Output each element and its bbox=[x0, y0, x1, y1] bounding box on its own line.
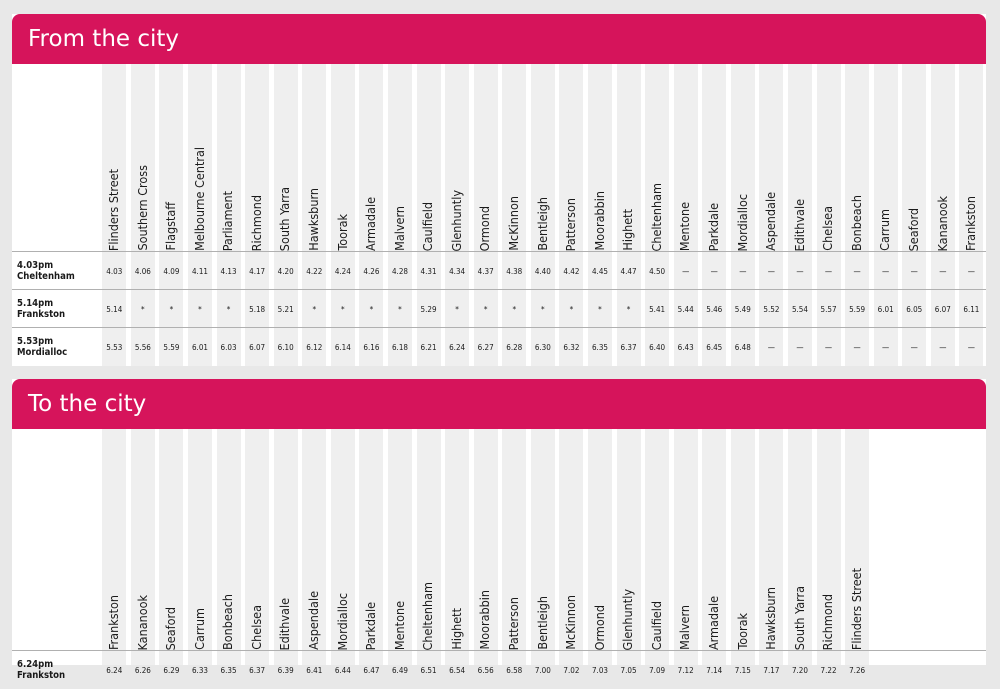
time-cell: — bbox=[853, 342, 861, 352]
stop-header bbox=[529, 64, 558, 251]
time-cell: * bbox=[141, 304, 145, 314]
stop-name: Toorak bbox=[334, 214, 350, 251]
time-cell: 7.02 bbox=[563, 665, 580, 675]
stop-header bbox=[100, 429, 129, 650]
time-cell: 7.05 bbox=[620, 665, 637, 675]
time-cell: 7.20 bbox=[791, 665, 808, 675]
stop-header bbox=[329, 429, 358, 650]
stop-header bbox=[671, 64, 700, 251]
stop-name: Carrum bbox=[191, 608, 207, 650]
stop-name: Flagstaff bbox=[163, 202, 179, 251]
stop-name: Highett bbox=[620, 209, 636, 251]
time-cell: 5.49 bbox=[734, 304, 751, 314]
time-cell: — bbox=[882, 266, 890, 276]
time-cell: 6.33 bbox=[191, 665, 208, 675]
stop-header bbox=[129, 64, 158, 251]
time-cell: * bbox=[512, 304, 517, 314]
time-cell: 6.39 bbox=[277, 665, 294, 675]
stop-name: Edithvale bbox=[791, 198, 807, 251]
stop-name: Bonbeach bbox=[848, 195, 864, 251]
time-cell: 5.56 bbox=[134, 342, 151, 352]
time-cell: 6.51 bbox=[420, 665, 437, 675]
time-cell: * bbox=[226, 304, 231, 314]
stop-header bbox=[786, 429, 815, 650]
time-cell: 7.14 bbox=[706, 665, 723, 675]
time-cell: 6.49 bbox=[391, 665, 408, 675]
stop-name: Bentleigh bbox=[534, 596, 550, 650]
stop-header bbox=[129, 429, 158, 650]
stop-name: Richmond bbox=[820, 593, 836, 650]
time-cell: 6.48 bbox=[734, 342, 751, 352]
stop-header bbox=[586, 64, 615, 251]
stop-name: Caulfield bbox=[420, 201, 436, 251]
time-cell: 6.05 bbox=[906, 304, 923, 314]
time-cell: 5.18 bbox=[249, 304, 266, 314]
stop-name: Flinders Street bbox=[106, 168, 122, 251]
stop-name: Frankston bbox=[963, 196, 979, 251]
stop-name: Ormond bbox=[477, 205, 493, 251]
from-city-panel bbox=[12, 14, 986, 366]
time-cell: 4.42 bbox=[563, 266, 580, 276]
time-cell: — bbox=[882, 342, 890, 352]
stop-header bbox=[471, 429, 500, 650]
stop-name: Aspendale bbox=[306, 591, 322, 650]
stop-header bbox=[643, 429, 672, 650]
stop-name: Richmond bbox=[248, 194, 264, 251]
time-cell: 5.59 bbox=[163, 342, 180, 352]
time-cell: 7.22 bbox=[820, 665, 837, 675]
trip-departure-time: 5.53pm bbox=[17, 336, 54, 347]
time-cell: 6.35 bbox=[220, 665, 237, 675]
trip-departure-time: 4.03pm bbox=[17, 260, 54, 271]
stop-header bbox=[729, 429, 758, 650]
stop-name: Armadale bbox=[363, 196, 379, 251]
time-cell: 6.43 bbox=[677, 342, 694, 352]
time-cell: — bbox=[824, 266, 833, 276]
time-cell: 6.32 bbox=[563, 342, 580, 352]
trip-row bbox=[12, 289, 986, 328]
time-cell: 6.03 bbox=[220, 342, 237, 352]
time-cell: 6.28 bbox=[506, 342, 523, 352]
stop-header bbox=[729, 64, 758, 251]
stop-header bbox=[329, 64, 358, 251]
from-city-timetable bbox=[12, 64, 986, 366]
stop-name: Malvern bbox=[391, 206, 407, 251]
stop-name: Mordialloc bbox=[334, 592, 350, 650]
stop-name: Seaford bbox=[905, 207, 921, 251]
stop-header bbox=[786, 64, 815, 251]
time-cell: 6.30 bbox=[534, 342, 551, 352]
stop-name: Southern Cross bbox=[134, 165, 150, 251]
to-city-timetable bbox=[12, 429, 986, 681]
time-cell: * bbox=[455, 304, 459, 314]
time-cell: * bbox=[369, 304, 374, 314]
time-cell: * bbox=[341, 304, 345, 314]
stop-name: Parkdale bbox=[706, 202, 721, 251]
time-cell: 6.16 bbox=[363, 342, 380, 352]
trip-departure-time: 5.14pm bbox=[17, 298, 54, 309]
time-cell: 6.24 bbox=[106, 665, 123, 675]
stop-name: Hawksburn bbox=[306, 188, 322, 251]
stop-name: Patterson bbox=[506, 596, 521, 650]
time-cell: * bbox=[169, 304, 174, 314]
time-cell: 4.40 bbox=[534, 266, 551, 276]
stop-header bbox=[814, 429, 843, 650]
time-cell: 4.24 bbox=[334, 266, 351, 276]
time-cell: — bbox=[967, 342, 975, 352]
time-cell: 4.17 bbox=[249, 266, 266, 276]
time-cell: 4.38 bbox=[506, 266, 523, 276]
stop-name: Seaford bbox=[163, 606, 179, 650]
time-cell: 4.37 bbox=[477, 266, 494, 276]
stop-header bbox=[186, 429, 215, 650]
stop-header bbox=[443, 429, 472, 650]
time-cell: 5.41 bbox=[649, 304, 666, 314]
stop-header bbox=[500, 429, 529, 650]
time-cell: 4.28 bbox=[391, 266, 408, 276]
time-cell: 6.45 bbox=[706, 342, 723, 352]
trip-departure-time: 6.24pm bbox=[17, 659, 54, 670]
time-cell: * bbox=[198, 304, 202, 314]
trip-row bbox=[12, 251, 986, 290]
stop-header bbox=[614, 64, 643, 251]
stop-header bbox=[443, 64, 472, 251]
time-cell: * bbox=[598, 304, 602, 314]
time-cell: — bbox=[910, 342, 918, 352]
time-cell: 5.44 bbox=[677, 304, 694, 314]
stop-header bbox=[386, 64, 415, 251]
time-cell: 6.14 bbox=[334, 342, 351, 352]
stop-header bbox=[586, 429, 615, 650]
time-cell: 5.14 bbox=[106, 304, 123, 314]
stop-name: Frankston bbox=[106, 595, 122, 650]
time-cell: 6.24 bbox=[449, 342, 466, 352]
time-cell: 6.07 bbox=[934, 304, 951, 314]
time-cell: 6.27 bbox=[477, 342, 494, 352]
time-cell: 4.45 bbox=[591, 266, 608, 276]
time-cell: 7.15 bbox=[734, 665, 751, 675]
time-cell: 5.54 bbox=[791, 304, 808, 314]
time-cell: 6.37 bbox=[249, 665, 266, 675]
stop-header bbox=[557, 64, 586, 251]
time-cell: 6.40 bbox=[649, 342, 666, 352]
trip-row bbox=[12, 327, 986, 366]
stop-name: McKinnon bbox=[506, 196, 521, 251]
time-cell: — bbox=[767, 342, 775, 352]
stop-header bbox=[157, 429, 186, 650]
stop-name: Glenhuntly bbox=[620, 588, 636, 650]
time-cell: 6.10 bbox=[277, 342, 294, 352]
stop-header bbox=[414, 64, 443, 251]
to-city-header bbox=[12, 379, 986, 429]
time-cell: * bbox=[483, 304, 488, 314]
time-cell: — bbox=[796, 342, 804, 352]
time-cell: 6.58 bbox=[506, 665, 523, 675]
stop-header bbox=[100, 64, 129, 251]
time-cell: 4.13 bbox=[220, 266, 237, 276]
time-cell: — bbox=[710, 266, 718, 276]
trip-row bbox=[12, 650, 986, 689]
time-cell: * bbox=[312, 304, 317, 314]
time-cell: — bbox=[824, 342, 833, 352]
from-city-header bbox=[12, 14, 986, 64]
time-cell: 6.07 bbox=[249, 342, 266, 352]
time-cell: * bbox=[398, 304, 402, 314]
time-cell: 6.44 bbox=[334, 665, 351, 675]
stop-header bbox=[643, 64, 672, 251]
time-cell: * bbox=[541, 304, 545, 314]
stop-header bbox=[157, 64, 186, 251]
time-cell: 4.50 bbox=[649, 266, 666, 276]
time-cell: 4.11 bbox=[191, 266, 208, 276]
stop-name: Bonbeach bbox=[220, 594, 236, 650]
stop-header bbox=[243, 429, 272, 650]
stop-name: Patterson bbox=[563, 197, 579, 251]
stop-header bbox=[243, 64, 272, 251]
stop-name: Hawksburn bbox=[763, 587, 779, 650]
time-cell: 4.06 bbox=[134, 266, 151, 276]
time-cell: 6.35 bbox=[591, 342, 608, 352]
to-city-panel bbox=[12, 379, 986, 681]
stop-header bbox=[843, 429, 872, 650]
stop-header bbox=[386, 429, 415, 650]
time-cell: 6.29 bbox=[163, 665, 180, 675]
stop-name: Moorabbin bbox=[477, 590, 493, 650]
stop-name: Caulfield bbox=[648, 600, 664, 650]
time-cell: 6.41 bbox=[306, 665, 323, 675]
time-cell: 4.09 bbox=[163, 266, 180, 276]
stop-name: Cheltenham bbox=[648, 182, 664, 251]
stop-header bbox=[900, 64, 929, 251]
stop-header bbox=[271, 429, 300, 650]
time-cell: 7.12 bbox=[677, 665, 694, 675]
time-cell: 5.53 bbox=[106, 342, 123, 352]
stop-name: South Yarra bbox=[791, 585, 807, 650]
stop-header bbox=[471, 64, 500, 251]
time-cell: 7.03 bbox=[591, 665, 608, 675]
time-cell: — bbox=[796, 266, 804, 276]
trip-destination: Mordialloc bbox=[17, 347, 68, 358]
stop-name: Chelsea bbox=[820, 206, 836, 251]
trip-destination: Frankston bbox=[17, 309, 66, 320]
stop-name: Mentone bbox=[391, 600, 407, 650]
time-cell: — bbox=[910, 266, 918, 276]
trip-destination: Cheltenham bbox=[17, 271, 75, 282]
time-cell: 6.37 bbox=[620, 342, 637, 352]
time-cell: 4.22 bbox=[306, 266, 323, 276]
stop-name: South Yarra bbox=[277, 186, 293, 251]
stop-name: Ormond bbox=[591, 604, 607, 650]
trip-destination: Frankston bbox=[17, 670, 66, 681]
time-cell: — bbox=[682, 266, 690, 276]
stop-header bbox=[500, 64, 529, 251]
time-cell: — bbox=[939, 266, 947, 276]
time-cell: 7.09 bbox=[649, 665, 666, 675]
time-cell: 6.11 bbox=[963, 304, 980, 314]
stop-header bbox=[871, 64, 900, 251]
stop-header bbox=[929, 64, 958, 251]
time-cell: 4.20 bbox=[277, 266, 294, 276]
stop-header bbox=[214, 64, 243, 251]
time-cell: 4.34 bbox=[449, 266, 466, 276]
stop-name: Kananook bbox=[934, 195, 950, 251]
stop-header bbox=[757, 429, 786, 650]
time-cell: — bbox=[939, 342, 947, 352]
stop-name: Kananook bbox=[134, 594, 150, 650]
stop-header bbox=[357, 64, 386, 251]
time-cell: 6.47 bbox=[363, 665, 380, 675]
stop-header bbox=[186, 64, 215, 251]
time-cell: * bbox=[626, 304, 631, 314]
to-city-title: To the city bbox=[28, 391, 147, 417]
time-cell: 6.12 bbox=[306, 342, 323, 352]
time-cell: 5.29 bbox=[420, 304, 437, 314]
stop-name: McKinnon bbox=[563, 595, 579, 650]
stop-name: Parliament bbox=[220, 190, 236, 251]
stop-header bbox=[214, 429, 243, 650]
time-cell: — bbox=[853, 266, 861, 276]
time-cell: — bbox=[967, 266, 975, 276]
time-cell: 4.03 bbox=[106, 266, 123, 276]
time-cell: 6.18 bbox=[391, 342, 408, 352]
stop-name: Melbourne Central bbox=[191, 147, 207, 251]
stop-name: Mordialloc bbox=[734, 193, 750, 251]
time-cell: 5.59 bbox=[849, 304, 866, 314]
time-cell: 6.01 bbox=[191, 342, 208, 352]
from-city-title: From the city bbox=[28, 26, 180, 52]
trip-label bbox=[17, 298, 65, 320]
time-cell: 7.00 bbox=[534, 665, 551, 675]
stop-name: Chelsea bbox=[248, 605, 264, 650]
stop-name: Edithvale bbox=[277, 597, 293, 650]
stop-header bbox=[414, 429, 443, 650]
stop-name: Highett bbox=[448, 608, 464, 650]
time-cell: 7.26 bbox=[849, 665, 866, 675]
stop-header bbox=[614, 429, 643, 650]
stop-name: Mentone bbox=[677, 201, 693, 251]
stop-header bbox=[300, 64, 329, 251]
time-cell: * bbox=[569, 304, 574, 314]
time-cell: 5.21 bbox=[277, 304, 294, 314]
stop-header bbox=[357, 429, 386, 650]
time-cell: 6.01 bbox=[877, 304, 894, 314]
stop-name: Armadale bbox=[706, 595, 721, 650]
stop-name: Parkdale bbox=[363, 601, 379, 650]
time-cell: 5.52 bbox=[763, 304, 780, 314]
stop-header bbox=[300, 429, 329, 650]
time-cell: — bbox=[739, 266, 747, 276]
stop-header bbox=[557, 429, 586, 650]
stop-header bbox=[843, 64, 872, 251]
trip-label bbox=[17, 260, 75, 282]
trip-label bbox=[17, 336, 67, 358]
stop-name: Moorabbin bbox=[591, 191, 607, 251]
time-cell: 4.47 bbox=[620, 266, 637, 276]
time-cell: 5.46 bbox=[706, 304, 723, 314]
stop-header bbox=[529, 429, 558, 650]
time-cell: 6.21 bbox=[420, 342, 437, 352]
stop-name: Glenhuntly bbox=[448, 189, 464, 251]
stop-header bbox=[814, 64, 843, 251]
time-cell: — bbox=[767, 266, 775, 276]
stop-header bbox=[700, 429, 729, 650]
time-cell: 6.26 bbox=[134, 665, 151, 675]
time-cell: 7.17 bbox=[763, 665, 780, 675]
time-cell: 5.57 bbox=[820, 304, 837, 314]
trip-label bbox=[17, 659, 65, 681]
stop-header bbox=[271, 64, 300, 251]
stop-name: Toorak bbox=[734, 613, 750, 650]
stop-name: Aspendale bbox=[763, 192, 779, 251]
stop-name: Bentleigh bbox=[534, 197, 550, 251]
time-cell: 6.54 bbox=[449, 665, 466, 675]
stop-name: Cheltenham bbox=[420, 581, 436, 650]
stop-header bbox=[700, 64, 729, 251]
stop-name: Flinders Street bbox=[848, 567, 864, 650]
stop-name: Carrum bbox=[877, 209, 893, 251]
time-cell: 6.56 bbox=[477, 665, 494, 675]
time-cell: 4.26 bbox=[363, 266, 380, 276]
stop-name: Malvern bbox=[677, 605, 693, 650]
stop-header bbox=[757, 64, 786, 251]
stop-header bbox=[957, 64, 986, 251]
time-cell: 4.31 bbox=[420, 266, 437, 276]
stop-header bbox=[671, 429, 700, 650]
